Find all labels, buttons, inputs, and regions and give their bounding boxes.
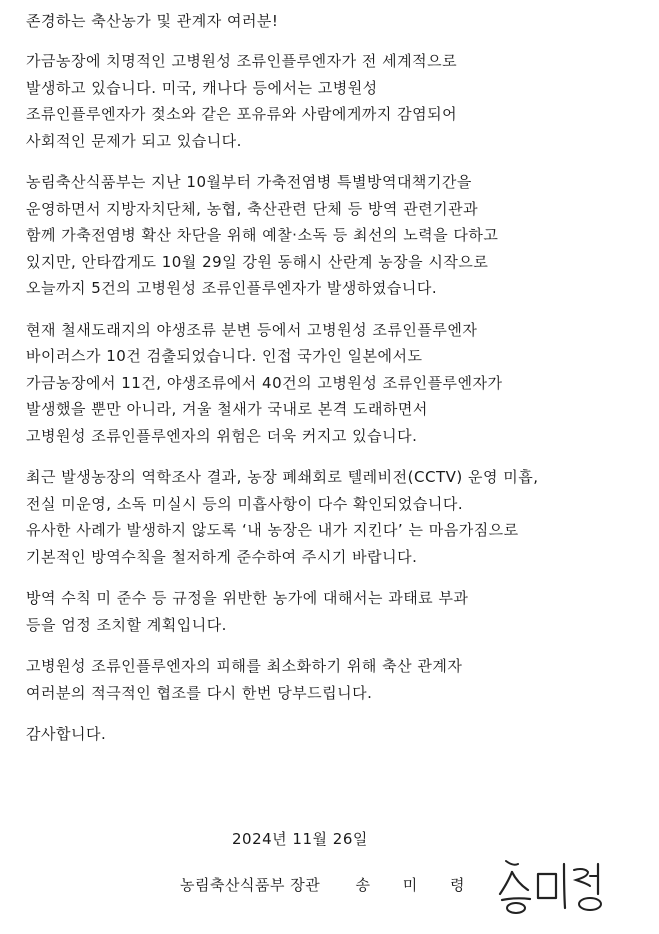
paragraph-line: 바이러스가 10건 검출되었습니다. 인접 국가인 일본에서도 [26,347,423,365]
paragraph-line: 고병원성 조류인플루엔자의 위험은 더욱 커지고 있습니다. [26,426,418,445]
letter-date: 2024년 11월 26일 [232,830,368,848]
paragraph-line: 발생했을 뿐만 아니라, 겨울 철새가 국내로 본격 도래하면서 [26,400,428,418]
paragraph-line: 여러분의 적극적인 협조를 다시 한번 당부드립니다. [26,683,373,702]
signer-block [180,874,478,895]
paragraph-line: 고병원성 조류인플루엔자의 피해를 최소화하기 위해 축산 관계자 [26,657,463,675]
closing: 감사합니다. [26,725,107,743]
paragraph-1 [26,48,646,154]
letter-body [26,8,646,747]
greeting: 존경하는 축산농가 및 관계자 여러분! [26,12,279,30]
paragraph-3 [26,317,646,450]
paragraph-line: 함께 가축전염병 확산 차단을 위해 예찰·소독 등 최선의 노력을 다하고 [26,226,499,244]
paragraph-line: 가금농장에서 11건, 야생조류에서 40건의 고병원성 조류인플루엔자가 [26,373,503,392]
paragraph-line: 최근 발생농장의 역학조사 결과, 농장 폐쇄회로 텔레비전(CCTV) 운영 미흡, [26,468,539,486]
signer-title: 농림축산식품부 장관 [180,876,321,894]
paragraph-line: 농림축산식품부는 지난 10월부터 가축전염병 특별방역대책기간을 [26,173,472,191]
paragraph-5 [26,585,646,638]
paragraph-2 [26,169,646,302]
paragraph-line: 등을 엄정 조치할 계획입니다. [26,615,227,634]
paragraph-line: 있지만, 안타깝게도 10월 29일 강원 동해시 산란계 농장을 시작으로 [26,252,489,271]
signer-name: 송 미 령 [355,876,479,894]
paragraph-line: 오늘까지 5건의 고병원성 조류인플루엔자가 발생하였습니다. [26,279,438,297]
paragraph-line: 전실 미운영, 소독 미실시 등의 미흡사항이 다수 확인되었습니다. [26,494,464,513]
paragraph-line: 조류인플루엔자가 젖소와 같은 포유류와 사람에게까지 감염되어 [26,105,458,123]
paragraph-line: 유사한 사례가 발생하지 않도록 ‘내 농장은 내가 지킨다’ 는 마음가짐으로 [26,521,519,539]
paragraph-line: 현재 철새도래지의 야생조류 분변 등에서 고병원성 조류인플루엔자 [26,320,478,339]
paragraph-line: 가금농장에 치명적인 고병원성 조류인플루엔자가 전 세계적으로 [26,52,458,70]
paragraph-4 [26,464,646,570]
handwritten-signature [498,858,616,916]
paragraph-line: 기본적인 방역수칙을 철저하게 준수하여 주시기 바랍니다. [26,547,418,566]
paragraph-line: 방역 수칙 미 준수 등 규정을 위반한 농가에 대해서는 과태료 부과 [26,589,469,607]
paragraph-line: 발생하고 있습니다. 미국, 캐나다 등에서는 고병원성 [26,78,378,97]
paragraph-line: 사회적인 문제가 되고 있습니다. [26,131,242,150]
paragraph-line: 운영하면서 지방자치단체, 농협, 축산관련 단체 등 방역 관련기관과 [26,199,479,218]
paragraph-6 [26,653,646,706]
